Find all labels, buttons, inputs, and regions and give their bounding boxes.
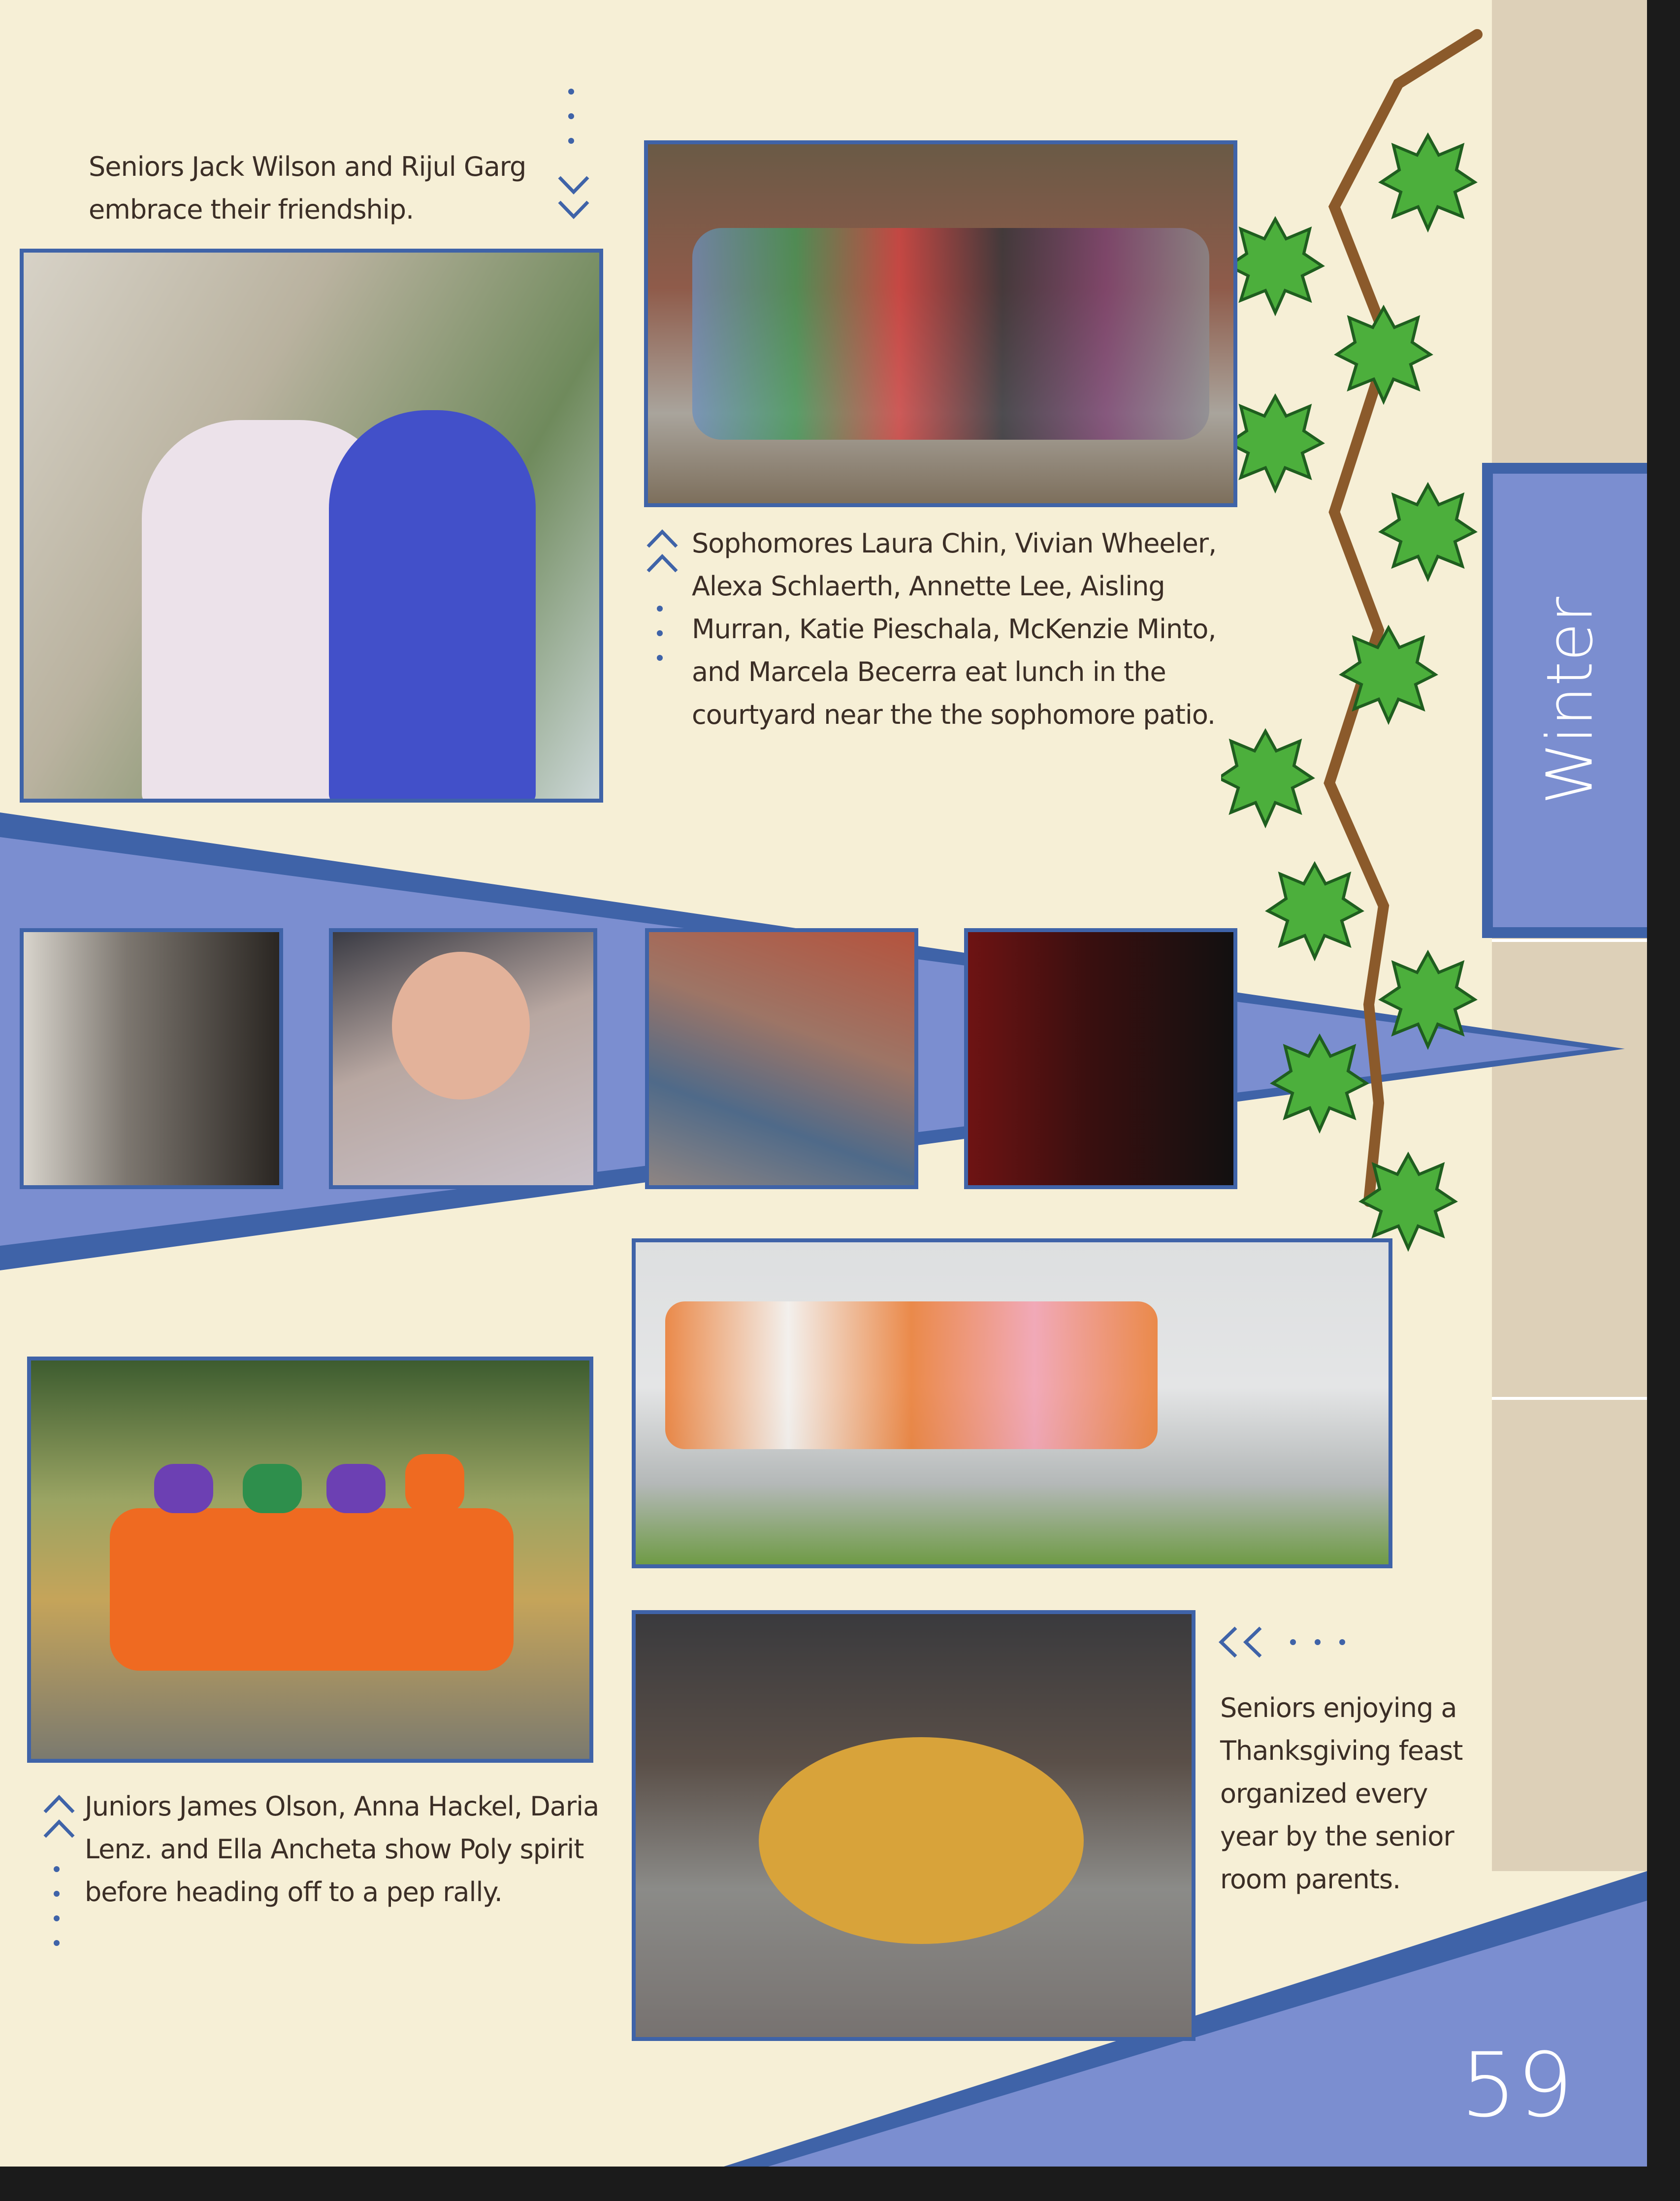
chevron-left-pointer-icon [1216,1625,1364,1659]
caption-line: before heading off to a pep rally. [85,1877,502,1908]
caption-line: room parents. [1220,1864,1401,1895]
photo-stage-panel [20,928,283,1189]
caption-sophomores-lunch [692,522,1216,736]
caption-line: Alexa Schlaerth, Annette Lee, Aisling [692,571,1165,602]
photo-seniors-friendship [20,249,603,803]
caption-line: Thanksgiving feast [1220,1735,1463,1766]
photo-laughing-student [329,928,597,1189]
chevron-down-pointer-icon [556,89,591,236]
caption-juniors-spirit [85,1785,599,1913]
photo-juniors-hats [27,1357,593,1763]
caption-line: Murran, Katie Pieschala, McKenzie Minto, [692,614,1216,645]
photo-speaker-microphone [964,928,1237,1189]
caption-line: year by the senior [1220,1821,1454,1852]
photo-sophomores-lunch [644,140,1237,507]
caption-line: Seniors enjoying a [1220,1692,1457,1723]
caption-seniors-friendship [89,145,526,231]
caption-line: courtyard near the the sophomore patio. [692,699,1216,730]
caption-line: organized every [1220,1778,1428,1809]
chevron-up-pointer-icon [645,527,679,675]
caption-seniors-thanksgiving [1220,1686,1462,1901]
photo-students-resting [645,928,918,1189]
section-tab-winter [1482,463,1647,938]
photo-thanksgiving-feast [632,1610,1195,2041]
section-tab-label: Winter [1533,596,1607,805]
caption-line: embrace their friendship. [89,194,414,225]
caption-line: Lenz. and Ella Ancheta show Poly spirit [85,1834,584,1865]
ivy-vine-icon [1221,20,1497,1280]
caption-line: Sophomores Laura Chin, Vivian Wheeler, [692,528,1217,559]
chevron-up-pointer-icon [42,1792,76,1955]
caption-line: Juniors James Olson, Anna Hackel, Daria [85,1791,599,1822]
caption-line: Seniors Jack Wilson and Rijul Garg [89,151,526,182]
page-number: 59 [1460,2034,1573,2137]
photo-orange-shirts [632,1238,1392,1568]
caption-line: and Marcela Becerra eat lunch in the [692,656,1166,687]
